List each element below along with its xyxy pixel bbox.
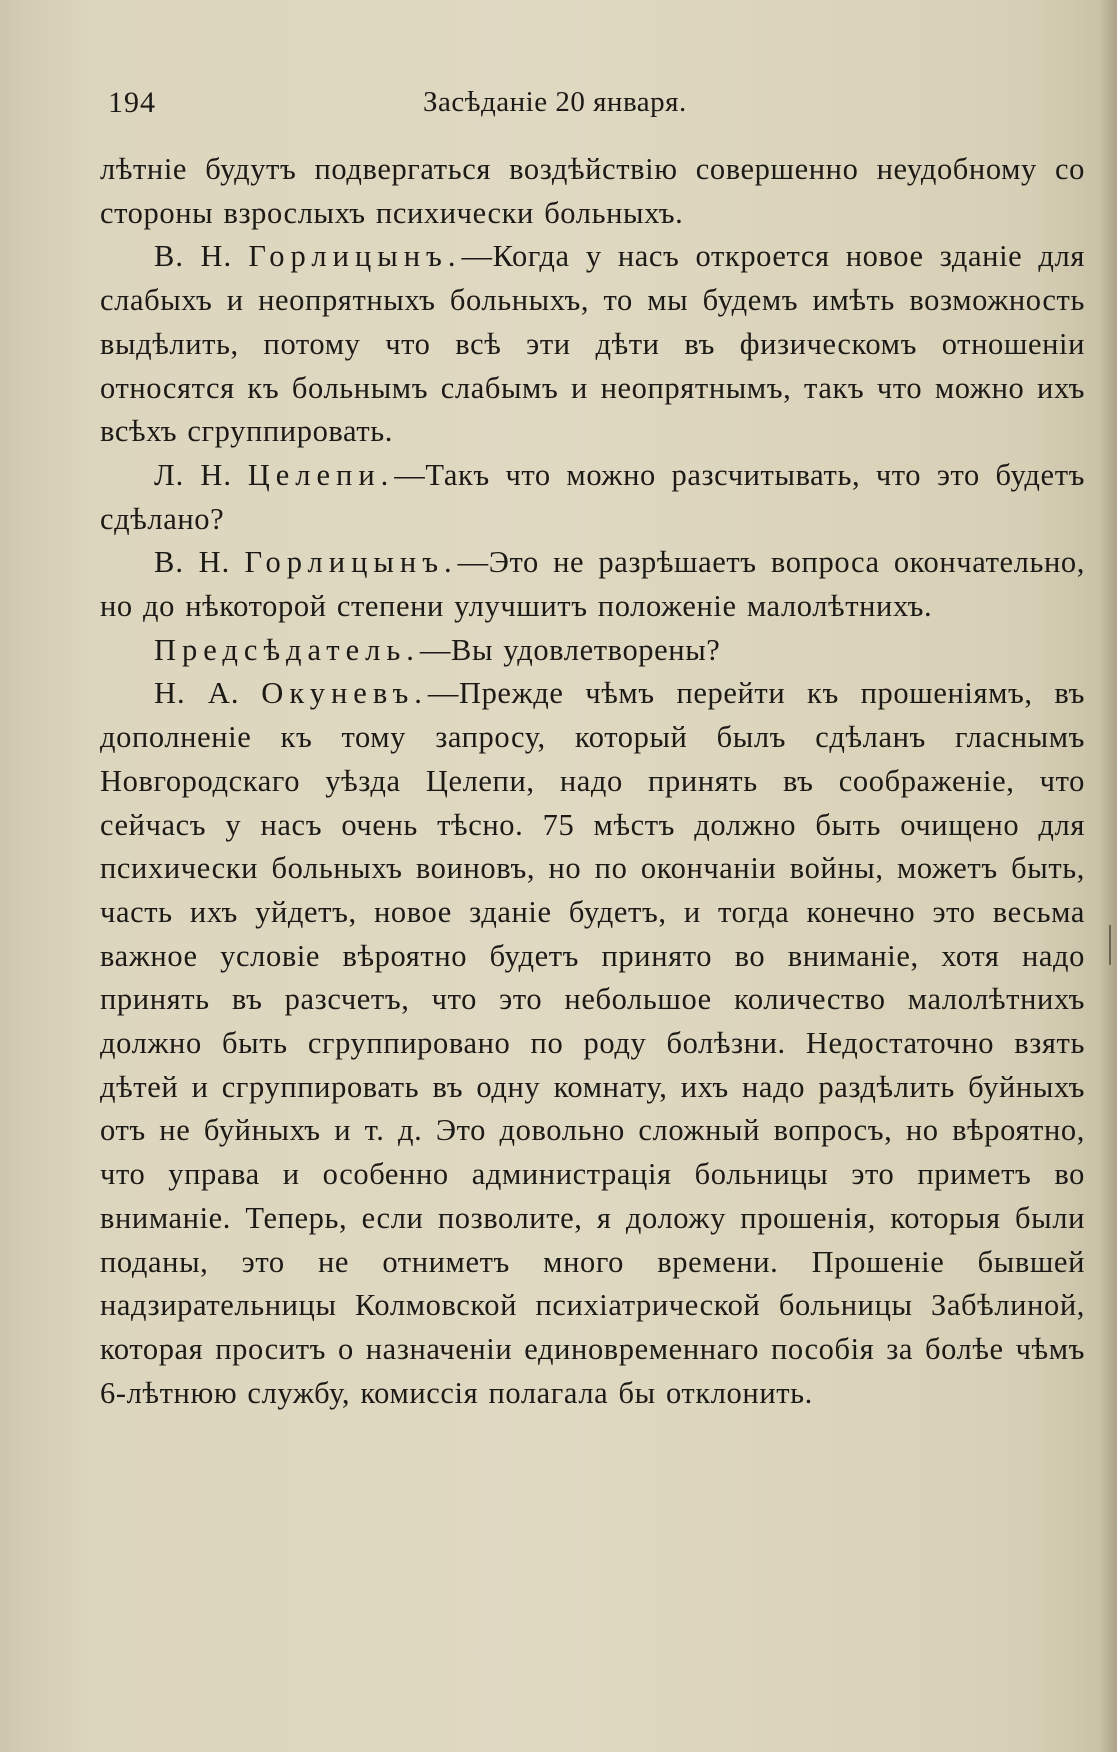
speaker-name: Горлицынъ. — [248, 239, 462, 274]
paragraph-continuation — [100, 148, 1085, 235]
speech-text: —Это не разрѣшаетъ вопроса окончательно, но до нѣкоторой степени улучшитъ положеніе малолѣтнихъ. — [100, 545, 1085, 624]
speech-gorlitsyn-2 — [100, 541, 1085, 628]
speaker-initials: В. Н. — [154, 239, 233, 274]
speaker-initials: Н. А. — [154, 676, 240, 711]
speaker-name: Целепи. — [247, 457, 395, 492]
speaker-name: Предсѣдатель. — [154, 632, 420, 667]
speech-chairman — [100, 629, 1085, 673]
speech-tselepi — [100, 454, 1085, 541]
speech-text: —Такъ что можно разсчитывать, что это будетъ сдѣлано? — [100, 457, 1085, 536]
body-text — [100, 148, 1085, 1415]
speech-text: —Вы удовлетворены? — [419, 632, 721, 667]
speaker-name: Горлицынъ. — [244, 545, 458, 580]
speaker-name: Окуневъ. — [261, 676, 428, 711]
speech-text: —Прежде чѣмъ перейти къ прошеніямъ, въ дополненіе къ тому запросу, который былъ сдѣланъ гласнымъ Новгородскаго уѣзда Целепи, надо принять въ соображеніе, что сейчасъ у насъ очень тѣсно. 75 мѣстъ должно быть очищено для психически больныхъ воиновъ, но по окончаніи войны, можетъ быть, часть ихъ уйдетъ, новое зданіе будетъ, и тогда конечно это весьма важное условіе вѣроятно будетъ принято во вниманіе, хотя надо принять въ разсчетъ, что это небольшое количество малолѣтнихъ должно быть сгруппировано по роду болѣзни. Недостаточно взять дѣтей и сгруппировать въ одну комнату, ихъ надо раздѣлить буйныхъ отъ не буйныхъ и т. д. Это довольно сложный вопросъ, но вѣроятно, что управа и особенно администрація больницы это приметъ во вниманіе. Теперь, если позволите, я доложу прошенія, которыя были поданы, это не отниметъ много времени. Прошеніе бывшей надзирательницы Колмовской психіатрической больницы Забѣлиной, которая проситъ о назначеніи единовременнаго пособія за болѣе чѣмъ 6-лѣтнюю службу, комиссія полагала бы отклонить. — [100, 676, 1085, 1410]
running-title: Засѣданіе 20 января. — [423, 86, 687, 118]
paragraph-text: лѣтніе будутъ подвергаться воздѣйствію совершенно неудобному со стороны взрослыхъ психически больныхъ. — [100, 152, 1085, 230]
page-number: 194 — [108, 86, 156, 119]
speech-okunev — [100, 672, 1085, 1415]
scan-edge-shadow — [1099, 0, 1117, 1752]
speaker-initials: В. Н. — [154, 545, 231, 580]
margin-mark — [1109, 925, 1111, 965]
speech-gorlitsyn-1 — [100, 235, 1085, 454]
speaker-initials: Л. Н. — [154, 457, 233, 492]
speech-text: —Когда у насъ откроется новое зданіе для слабыхъ и неопрятныхъ больныхъ, то мы будемъ имѣть возможность выдѣлить, потому что всѣ эти дѣти въ физическомъ отношеніи относятся къ больнымъ слабымъ и неопрятнымъ, такъ что можно ихъ всѣхъ сгруппировать. — [100, 239, 1086, 449]
page-header — [108, 86, 1078, 136]
